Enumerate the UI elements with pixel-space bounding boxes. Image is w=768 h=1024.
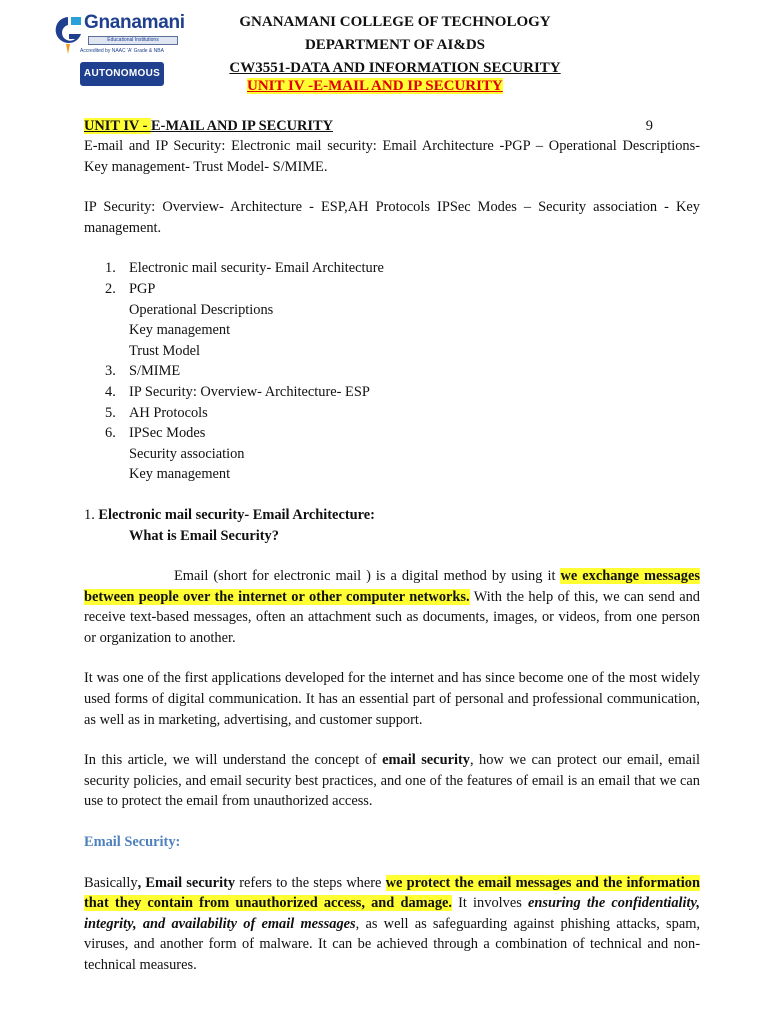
unit-banner-text: UNIT IV -E-MAIL AND IP SECURITY bbox=[247, 78, 503, 94]
syllabus-ip: IP Security: Overview- Architecture - ESP,AH Protocols IPSec Modes – Security association - Key management. bbox=[84, 199, 700, 236]
autonomous-badge: AUTONOMOUS bbox=[80, 62, 164, 86]
unit-banner bbox=[247, 78, 503, 95]
document-body bbox=[84, 116, 700, 976]
paragraph-email-definition: Email (short for electronic mail ) is a digital method by using it we exchange messages between people over the internet or other computer networks. With the help of this, we can send and receive text-based messages, often an attachment such as documents, images, or videos, from one person or organization to another. bbox=[84, 568, 700, 646]
topic-list bbox=[84, 258, 700, 485]
logo-name: Gnanamani bbox=[84, 12, 185, 33]
unit-prefix: UNIT IV - bbox=[84, 118, 152, 134]
section-question: What is Email Security? bbox=[129, 527, 279, 544]
topic-item: 2. PGP bbox=[105, 280, 156, 297]
unit-title: E-MAIL AND IP SECURITY bbox=[151, 118, 333, 134]
section-number: 1. bbox=[84, 506, 99, 523]
logo-tagline: Educational Institutions bbox=[88, 36, 178, 45]
topic-subitem: Key management bbox=[129, 322, 231, 339]
section-heading bbox=[84, 505, 700, 526]
highlighted-text: we protect the email messages and the information that they contain from unauthorized access, and damage. bbox=[84, 874, 700, 912]
paragraph-email-history: It was one of the first applications developed for the internet and has since become one of the most widely used forms of digital communication. It has an essential part of personal and professional communication, as well as in marketing, advertising, and customer support. bbox=[84, 670, 700, 728]
paragraph-email-security: Basically, Email security refers to the steps where we protect the email messages and the information that they contain from unauthorized access, and damage. It involves ensuring the confidentiality, integrity, and availability of email messages, as well as safeguarding against phishing attacks, spam, viruses, and another form of malware. It can be achieved through a combination of technical and non-technical measures. bbox=[84, 874, 701, 973]
unit-heading bbox=[84, 116, 700, 136]
department-name: DEPARTMENT OF AI&DS bbox=[304, 37, 486, 53]
topic-item: 1. Electronic mail security- Email Architecture bbox=[105, 260, 384, 277]
topic-item: 3. S/MIME bbox=[105, 363, 181, 380]
email-security-heading: Email Security: bbox=[84, 834, 181, 851]
syllabus-email: E-mail and IP Security: Electronic mail security: Email Architecture -PGP – Operational Descriptions- Key management- Trust Model- S/MIME. bbox=[84, 138, 700, 175]
topic-item: 6. IPSec Modes bbox=[105, 425, 206, 442]
course-title: CW3551-DATA AND INFORMATION SECURITY bbox=[229, 60, 561, 76]
logo-accreditation: Accredited by NAAC 'A' Grade & NBA bbox=[80, 48, 164, 54]
topic-subitem: Key management bbox=[129, 466, 231, 483]
topic-item: 5. AH Protocols bbox=[105, 404, 208, 421]
paragraph-article-intro: In this article, we will understand the concept of email security, how we can protect our email, email security policies, and email security best practices, and one of the features of email is an email that we can use to protect the email from unauthorized access. bbox=[84, 752, 701, 810]
unit-hours: 9 bbox=[645, 118, 653, 134]
section-title: Electronic mail security- Email Architecture: bbox=[98, 506, 375, 523]
highlighted-text: we exchange messages between people over the internet or other computer networks. bbox=[84, 568, 700, 605]
topic-subitem: Security association bbox=[129, 445, 245, 462]
college-name: GNANAMANI COLLEGE OF TECHNOLOGY bbox=[239, 14, 551, 30]
topic-subitem: Operational Descriptions bbox=[129, 301, 274, 318]
topic-subitem: Trust Model bbox=[129, 342, 201, 359]
topic-item: 4. IP Security: Overview- Architecture- ESP bbox=[105, 383, 370, 400]
